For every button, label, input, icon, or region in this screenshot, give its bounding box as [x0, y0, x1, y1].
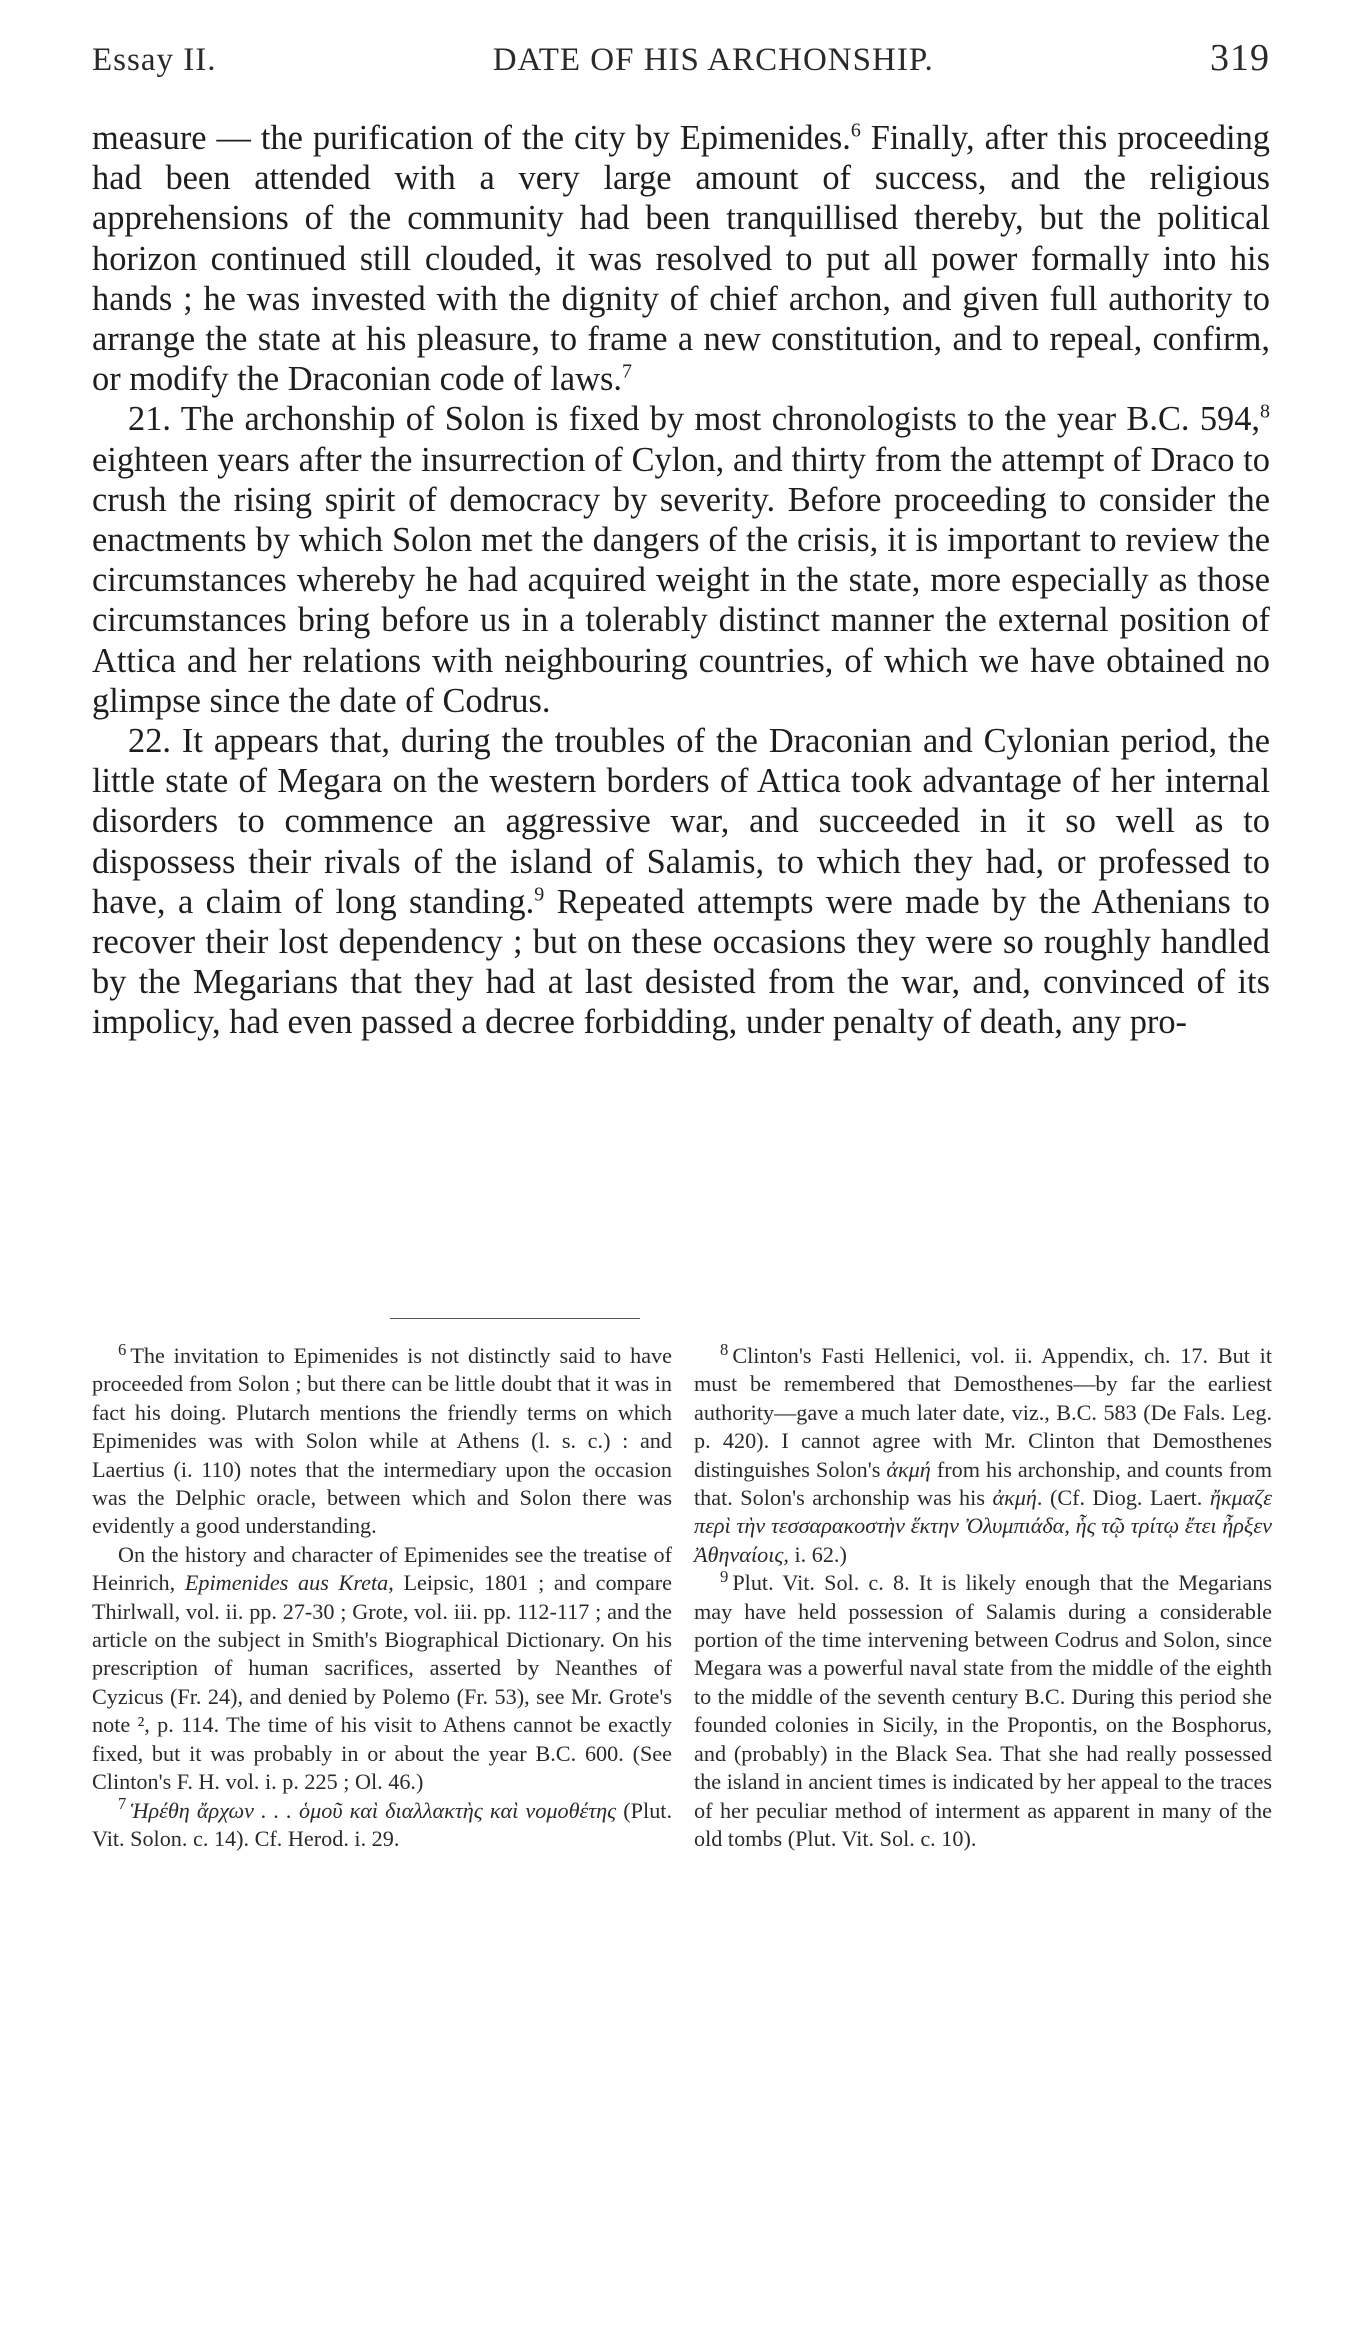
header-title: DATE OF HIS ARCHONSHIP.	[492, 42, 934, 78]
footnote-divider	[390, 1318, 640, 1319]
page-number: 319	[1209, 37, 1270, 79]
footnote-6-continued: On the history and character of Epimenides see the treatise of Heinrich, Epimenides aus Kreta, Leipsic, 1801 ; and compare Thirlwall, vol. ii. pp. 27-30 ; Grote, vol. iii. pp. 112-117 ; and the article on the subject in Smith's Biographical Dictionary. On his prescription of human sacrifices, asserted by Neanthes of Cyzicus (Fr. 24), and denied by Polemo (Fr. 53), see Mr. Grote's note ², p. 114. The time of his visit to Athens cannot be exactly fixed, but it was probably in or about the year B.C. 600. (See Clinton's F. H. vol. i. p. 225 ; Ol. 46.)	[92, 1541, 672, 1795]
paragraph-21: 21. The archonship of Solon is fixed by most chronologists to the year B.C. 594,$^8$ eighteen years after the insurrection of Cylon, and thirty from the attempt of Draco to crush the rising spirit of democracy by severity. Before proceeding to consider the enactments by which Solon met the dangers of the crisis, it is important to review the circumstances whereby he had acquired weight in the state, more especially as those circumstances bring before us in a tolerably distinct manner the external position of Attica and her relations with neighbouring countries, of which we have obtained no glimpse since the date of Codrus.	[92, 400, 1270, 720]
footnote-ref-9: 9	[534, 883, 545, 906]
footnote-ref-7: 7	[622, 360, 632, 383]
main-text	[92, 118, 1270, 1043]
footnote-ref-8: 8	[1260, 400, 1270, 423]
paragraph-continued: measure — the purification of the city by Epimenides.$^6$ Finally, after this proceeding had been attended with a very large amount of success, and the religious apprehensions of the community had been tranquillised thereby, but the political horizon continued still clouded, it was resolved to put all power formally into his hands ; he was invested with the dignity of chief archon, and given full authority to arrange the state at his pleasure, to frame a new constitution, and to repeal, confirm, or modify the Draconian code of laws.$^7$	[92, 119, 1270, 399]
footnotes-left-column	[92, 1339, 672, 1853]
paragraph-22: 22. It appears that, during the troubles of the Draconian and Cylonian period, the little state of Megara on the western borders of Attica took advantage of her internal disorders to commence an aggressive war, and succeeded in it so well as to dispossess their rivals of the island of Salamis, to which they had, or professed to have, a claim of long standing.$^9$ Repeated attempts were made by the Athenians to recover their lost dependency ; but on these occasions they were so roughly handled by the Megarians that they had at last desisted from the war, and, convinced of its impolicy, had even passed a decree forbidding, under penalty of death, any pro-	[92, 722, 1270, 1042]
footnote-6: $^6$ The invitation to Epimenides is not distinctly said to have proceeded from Solon ; but there can be little doubt that it was in fact his doing. Plutarch mentions the friendly terms on which Epimenides was with Solon while at Athens (l. s. c.) : and Laertius (i. 110) notes that the intermediary upon the occasion was the Delphic oracle, between which and Solon there was evidently a good understanding.	[92, 1339, 672, 1539]
footnote-7: $^7$ Ἡρέθη ἄρχων . . . ὁμοῦ καὶ διαλλακτὴς καὶ νομοθέτης (Plut. Vit. Solon. c. 14). Cf. Herod. i. 29.	[92, 1794, 672, 1851]
footnotes-right-column	[694, 1339, 1273, 1853]
footnote-8: $^8$ Clinton's Fasti Hellenici, vol. ii. Appendix, ch. 17. But it must be remembered that Demosthenes—by far the earliest authority—gave a much later date, viz., B.C. 583 (De Fals. Leg. p. 420). I cannot agree with Mr. Clinton that Demosthenes distinguishes Solon's ἀκμή from his archonship, and counts from that. Solon's archonship was his ἀκμή. (Cf. Diog. Laert. ἤκμαζε περὶ τὴν τεσσαρακοστὴν ἕκτην Ὀλυμπιάδα, ἧς τῷ τρίτῳ ἔτει ἦρξεν Ἀθηναίοις, i. 62.)	[694, 1339, 1273, 1567]
running-header	[92, 36, 1270, 88]
footnote-ref-6: 6	[850, 119, 861, 142]
footnote-9: $^9$ Plut. Vit. Sol. c. 8. It is likely enough that the Megarians may have held possession of Salamis during a considerable portion of the time intervening between Codrus and Solon, since Megara was a powerful naval state from the middle of the eighth to the middle of the seventh century B.C. During this period she founded colonies in Sicily, in the Propontis, on the Bosphorus, and (probably) in the Black Sea. That she had really possessed the island in ancient times is indicated by her appeal to the traces of her peculiar method of interment as apparent in many of the old tombs (Plut. Vit. Sol. c. 10).	[694, 1566, 1272, 1851]
header-essay-label: Essay II.	[92, 42, 217, 78]
